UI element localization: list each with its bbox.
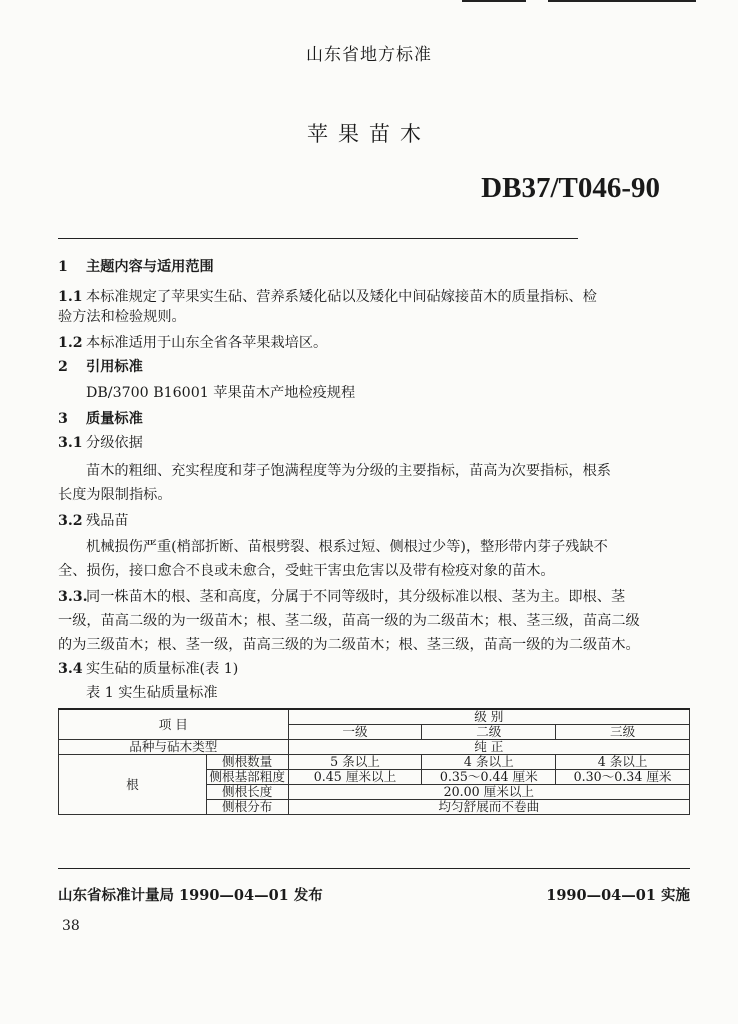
section-3-1-line2: 长度为限制指标。 xyxy=(58,487,172,503)
cell-grade-2: 0.35～0.44 厘米 xyxy=(422,770,556,785)
seedling-quality-table xyxy=(58,708,690,815)
row-label: 侧根数量 xyxy=(206,755,288,770)
section-3-2-line2: 全、损伤，接口愈合不良或未愈合，受蛀干害虫危害以及带有检疫对象的苗木。 xyxy=(58,563,555,579)
section-3-2-line1: 机械损伤严重(梢部折断、苗根劈裂、根系过短、侧根过少等)，整形带内芽子残缺不 xyxy=(86,539,608,555)
standard-category: 山东省地方标准 xyxy=(306,45,432,65)
reference-standard: DB/3700 B16001 苹果苗木产地检疫规程 xyxy=(86,385,356,401)
section-3-1-heading: 3.1 分级依据 xyxy=(58,435,143,451)
grade-2-header: 二级 xyxy=(422,725,556,740)
page-number: 38 xyxy=(62,918,80,934)
top-rule-right xyxy=(548,0,696,2)
effective-date: 1990—04—01 实施 xyxy=(546,887,690,904)
cell-grade-1: 0.45 厘米以上 xyxy=(288,770,422,785)
section-1-2: 1.2 本标准适用于山东全省各苹果栽培区。 xyxy=(58,335,328,351)
section-2-heading: 2 引用标准 xyxy=(58,359,143,375)
cell-grade-1: 5 条以上 xyxy=(288,755,422,770)
cell-grade-3: 4 条以上 xyxy=(556,755,690,770)
section-3-heading: 3 质量标准 xyxy=(58,411,143,427)
row-label: 侧根分布 xyxy=(206,800,288,815)
grade-1-header: 一级 xyxy=(288,725,422,740)
grade-3-header: 三级 xyxy=(556,725,690,740)
cell-grade-3: 0.30～0.34 厘米 xyxy=(556,770,690,785)
page-title: 苹果苗木 xyxy=(307,122,431,146)
publish-info: 山东省标准计量局 1990—04—01 发布 xyxy=(58,887,323,904)
top-rule-left xyxy=(462,0,526,2)
header-rule xyxy=(58,238,578,239)
cell-all-grades: 均匀舒展而不卷曲 xyxy=(288,800,689,815)
section-1-1-line1: 1.1 本标准规定了苹果实生砧、营养系矮化砧以及矮化中间砧嫁接苗木的质量指标、检 xyxy=(58,289,597,305)
root-label: 根 xyxy=(59,755,207,815)
standard-code: DB37/T046-90 xyxy=(481,172,660,204)
row-label: 侧根基部粗度 xyxy=(206,770,288,785)
section-3-4: 3.4 实生砧的质量标准(表 1) xyxy=(58,661,239,677)
table-caption: 表 1 实生砧质量标准 xyxy=(86,685,218,701)
table-header-item: 项 目 xyxy=(59,709,289,740)
cell-all-grades: 20.00 厘米以上 xyxy=(288,785,689,800)
section-1-heading: 1 主题内容与适用范围 xyxy=(58,259,214,275)
variety-label: 品种与砧木类型 xyxy=(59,740,289,755)
section-3-1-line1: 苗木的粗细、充实程度和芽子饱满程度等为分级的主要指标，苗高为次要指标，根系 xyxy=(86,463,611,479)
section-3-3-line2: 一级，苗高二级的为一级苗木；根、茎二级，苗高一级的为二级苗木；根、茎三级，苗高二级 xyxy=(58,613,640,629)
table-header-grade: 级 别 xyxy=(288,709,689,725)
section-1-1-line2: 验方法和检验规则。 xyxy=(58,309,186,325)
variety-value: 纯 正 xyxy=(288,740,689,755)
row-label: 侧根长度 xyxy=(206,785,288,800)
footer-rule xyxy=(58,868,690,869)
section-3-3-line3: 的为三级苗木；根、茎一级，苗高三级的为二级苗木；根、茎三级，苗高一级的为二级苗木。 xyxy=(58,637,640,653)
section-3-3-line1: 3.3.同一株苗木的根、茎和高度，分属于不同等级时，其分级标准以根、茎为主。即根、茎 xyxy=(58,589,626,605)
cell-grade-2: 4 条以上 xyxy=(422,755,556,770)
section-3-2-heading: 3.2 残品苗 xyxy=(58,513,129,529)
